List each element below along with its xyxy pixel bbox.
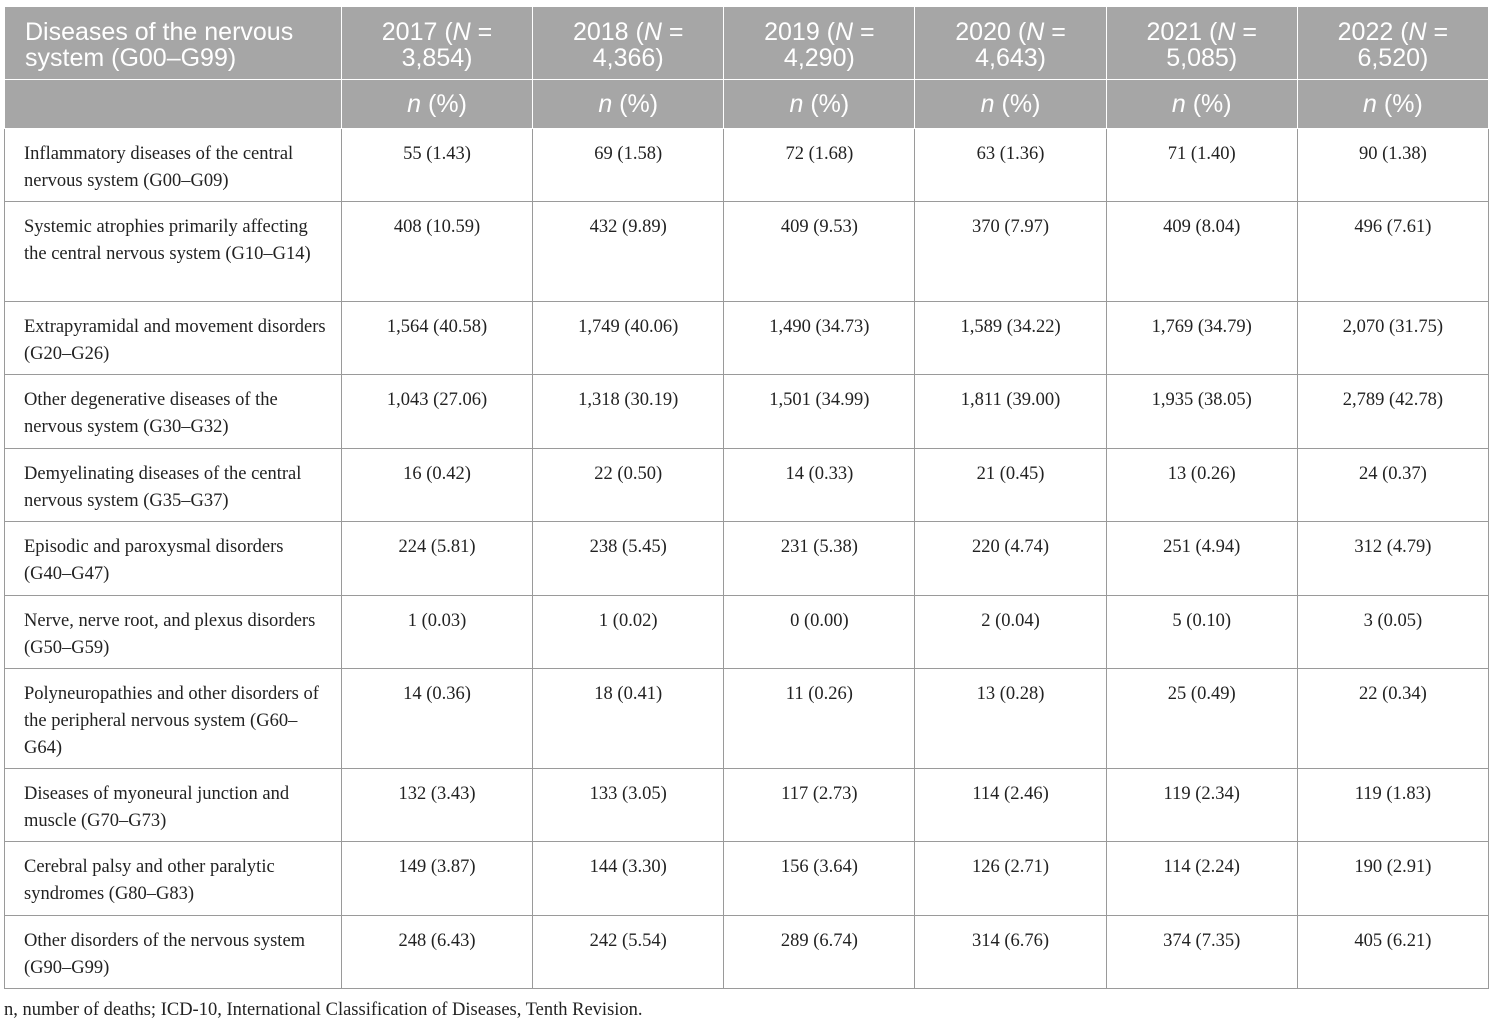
cell-value: 314 (6.76) bbox=[915, 916, 1106, 989]
cell-value: 133 (3.05) bbox=[533, 769, 724, 842]
cell-value: 1,501 (34.99) bbox=[724, 375, 915, 449]
cell-value: 1,490 (34.73) bbox=[724, 302, 915, 375]
cell-value: 63 (1.36) bbox=[915, 129, 1106, 202]
header-year-2018: 2018 (N = 4,366) bbox=[533, 7, 724, 80]
cell-value: 24 (0.37) bbox=[1297, 449, 1488, 522]
cell-value: 408 (10.59) bbox=[341, 202, 532, 302]
cell-value: 409 (8.04) bbox=[1106, 202, 1297, 302]
cell-value: 25 (0.49) bbox=[1106, 669, 1297, 769]
table-row bbox=[5, 669, 1489, 769]
header-year-2019: 2019 (N = 4,290) bbox=[724, 7, 915, 80]
cell-value: 405 (6.21) bbox=[1297, 916, 1488, 989]
header-year-2017: 2017 (N = 3,854) bbox=[341, 7, 532, 80]
table-container bbox=[4, 6, 1489, 989]
table-row bbox=[5, 302, 1489, 375]
header-unit: n (%) bbox=[341, 80, 532, 129]
cell-value: 119 (2.34) bbox=[1106, 769, 1297, 842]
cell-value: 1,564 (40.58) bbox=[341, 302, 532, 375]
header-unit: n (%) bbox=[533, 80, 724, 129]
cell-value: 1,589 (34.22) bbox=[915, 302, 1106, 375]
table-footnote: n, number of deaths; ICD-10, International Classification of Diseases, Tenth Revision. bbox=[4, 1000, 643, 1020]
cell-value: 11 (0.26) bbox=[724, 669, 915, 769]
cell-value: 18 (0.41) bbox=[533, 669, 724, 769]
cell-value: 238 (5.45) bbox=[533, 522, 724, 596]
cell-value: 2 (0.04) bbox=[915, 596, 1106, 669]
cell-value: 496 (7.61) bbox=[1297, 202, 1488, 302]
cell-value: 69 (1.58) bbox=[533, 129, 724, 202]
cell-value: 1,769 (34.79) bbox=[1106, 302, 1297, 375]
cell-value: 2,789 (42.78) bbox=[1297, 375, 1488, 449]
cell-value: 114 (2.46) bbox=[915, 769, 1106, 842]
cell-value: 71 (1.40) bbox=[1106, 129, 1297, 202]
cell-value: 2,070 (31.75) bbox=[1297, 302, 1488, 375]
header-year-2022: 2022 (N = 6,520) bbox=[1297, 7, 1488, 80]
cell-value: 126 (2.71) bbox=[915, 842, 1106, 916]
cell-value: 13 (0.28) bbox=[915, 669, 1106, 769]
cell-value: 156 (3.64) bbox=[724, 842, 915, 916]
row-label: Cerebral palsy and other paralytic syndromes (G80–G83) bbox=[5, 842, 342, 916]
row-label: Inflammatory diseases of the central nervous system (G00–G09) bbox=[5, 129, 342, 202]
cell-value: 114 (2.24) bbox=[1106, 842, 1297, 916]
table-row bbox=[5, 769, 1489, 842]
cell-value: 1 (0.03) bbox=[341, 596, 532, 669]
cell-value: 132 (3.43) bbox=[341, 769, 532, 842]
cell-value: 21 (0.45) bbox=[915, 449, 1106, 522]
table-row bbox=[5, 375, 1489, 449]
cell-value: 1,935 (38.05) bbox=[1106, 375, 1297, 449]
table-row bbox=[5, 202, 1489, 302]
header-year-2021: 2021 (N = 5,085) bbox=[1106, 7, 1297, 80]
cell-value: 119 (1.83) bbox=[1297, 769, 1488, 842]
cell-value: 72 (1.68) bbox=[724, 129, 915, 202]
cell-value: 117 (2.73) bbox=[724, 769, 915, 842]
header-unit: n (%) bbox=[1106, 80, 1297, 129]
table-row bbox=[5, 522, 1489, 596]
cell-value: 22 (0.50) bbox=[533, 449, 724, 522]
cell-value: 409 (9.53) bbox=[724, 202, 915, 302]
cell-value: 251 (4.94) bbox=[1106, 522, 1297, 596]
cell-value: 220 (4.74) bbox=[915, 522, 1106, 596]
row-label: Nerve, nerve root, and plexus disorders (G50–G59) bbox=[5, 596, 342, 669]
cell-value: 370 (7.97) bbox=[915, 202, 1106, 302]
cell-value: 55 (1.43) bbox=[341, 129, 532, 202]
cell-value: 16 (0.42) bbox=[341, 449, 532, 522]
cell-value: 312 (4.79) bbox=[1297, 522, 1488, 596]
row-label: Other disorders of the nervous system (G90–G99) bbox=[5, 916, 342, 989]
cell-value: 248 (6.43) bbox=[341, 916, 532, 989]
table-header bbox=[5, 7, 1489, 129]
cell-value: 5 (0.10) bbox=[1106, 596, 1297, 669]
cell-value: 14 (0.36) bbox=[341, 669, 532, 769]
cell-value: 14 (0.33) bbox=[724, 449, 915, 522]
cell-value: 1,043 (27.06) bbox=[341, 375, 532, 449]
cell-value: 90 (1.38) bbox=[1297, 129, 1488, 202]
cell-value: 3 (0.05) bbox=[1297, 596, 1488, 669]
row-label: Polyneuropathies and other disorders of the peripheral nervous system (G60–G64) bbox=[5, 669, 342, 769]
row-label: Other degenerative diseases of the nervous system (G30–G32) bbox=[5, 375, 342, 449]
table-row bbox=[5, 842, 1489, 916]
table-row bbox=[5, 449, 1489, 522]
row-label: Episodic and paroxysmal disorders (G40–G47) bbox=[5, 522, 342, 596]
row-label: Extrapyramidal and movement disorders (G20–G26) bbox=[5, 302, 342, 375]
cell-value: 432 (9.89) bbox=[533, 202, 724, 302]
row-label: Demyelinating diseases of the central nervous system (G35–G37) bbox=[5, 449, 342, 522]
header-category: Diseases of the nervous system (G00–G99) bbox=[5, 7, 342, 80]
cell-value: 374 (7.35) bbox=[1106, 916, 1297, 989]
data-table bbox=[4, 6, 1489, 989]
row-label: Systemic atrophies primarily affecting the central nervous system (G10–G14) bbox=[5, 202, 342, 302]
cell-value: 1,811 (39.00) bbox=[915, 375, 1106, 449]
cell-value: 1,318 (30.19) bbox=[533, 375, 724, 449]
cell-value: 149 (3.87) bbox=[341, 842, 532, 916]
table-row bbox=[5, 916, 1489, 989]
cell-value: 231 (5.38) bbox=[724, 522, 915, 596]
cell-value: 1 (0.02) bbox=[533, 596, 724, 669]
cell-value: 144 (3.30) bbox=[533, 842, 724, 916]
row-label: Diseases of myoneural junction and muscle (G70–G73) bbox=[5, 769, 342, 842]
cell-value: 190 (2.91) bbox=[1297, 842, 1488, 916]
cell-value: 22 (0.34) bbox=[1297, 669, 1488, 769]
cell-value: 289 (6.74) bbox=[724, 916, 915, 989]
cell-value: 242 (5.54) bbox=[533, 916, 724, 989]
header-unit: n (%) bbox=[1297, 80, 1488, 129]
header-unit: n (%) bbox=[915, 80, 1106, 129]
table-row bbox=[5, 596, 1489, 669]
cell-value: 224 (5.81) bbox=[341, 522, 532, 596]
cell-value: 0 (0.00) bbox=[724, 596, 915, 669]
cell-value: 1,749 (40.06) bbox=[533, 302, 724, 375]
header-category-sub bbox=[5, 80, 342, 129]
cell-value: 13 (0.26) bbox=[1106, 449, 1297, 522]
header-year-2020: 2020 (N = 4,643) bbox=[915, 7, 1106, 80]
table-body bbox=[5, 129, 1489, 989]
header-unit: n (%) bbox=[724, 80, 915, 129]
table-row bbox=[5, 129, 1489, 202]
